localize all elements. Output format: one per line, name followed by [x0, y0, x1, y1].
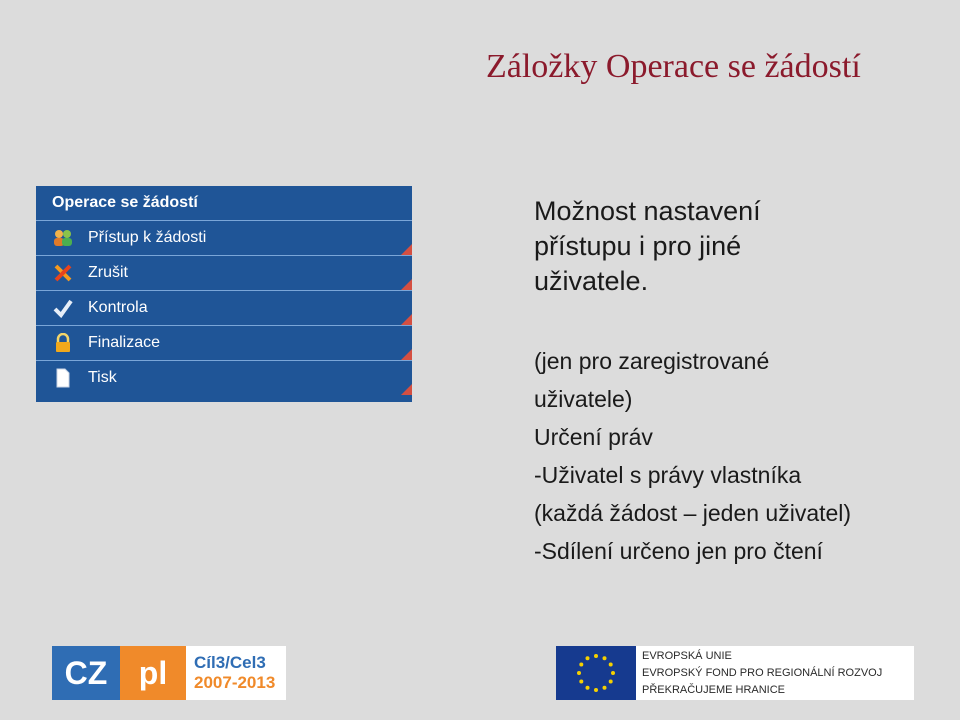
users-icon — [52, 227, 74, 249]
cancel-tools-icon — [52, 262, 74, 284]
main-line: uživatele. — [534, 266, 649, 296]
main-line: přístupu i pro jiné — [534, 231, 742, 261]
note-line: (jen pro zaregistrované — [534, 348, 770, 374]
operations-menu — [36, 186, 412, 402]
corner-marker — [401, 314, 412, 325]
menu-item-cancel[interactable] — [36, 255, 412, 290]
menu-header: Operace se žádostí — [52, 194, 198, 211]
eu-flag-icon — [556, 646, 636, 700]
checkmark-icon — [52, 297, 74, 319]
menu-item-access[interactable] — [36, 220, 412, 255]
padlock-icon — [52, 332, 74, 354]
eu-logo-text — [636, 646, 882, 700]
menu-item-label: Tisk — [88, 369, 117, 386]
logo-czpl-line1: Cíl3/Cel3 — [194, 653, 266, 672]
main-text — [534, 194, 834, 299]
corner-marker — [401, 279, 412, 290]
main-line: Možnost nastavení — [534, 196, 761, 226]
logo-cz-block: CZ — [52, 646, 120, 700]
corner-marker — [401, 384, 412, 395]
note-line: -Sdílení určeno jen pro čtení — [534, 538, 823, 564]
note-line: uživatele) — [534, 386, 633, 412]
eu-line1: EVROPSKÁ UNIE — [642, 649, 732, 662]
menu-item-finalize[interactable] — [36, 325, 412, 360]
note-line: -Uživatel s právy vlastníka — [534, 462, 802, 488]
menu-item-label: Přístup k žádosti — [88, 229, 207, 246]
eu-logo — [556, 646, 914, 700]
menu-item-label: Finalizace — [88, 334, 161, 351]
corner-marker — [401, 349, 412, 360]
document-icon — [52, 367, 74, 389]
menu-item-label: Kontrola — [88, 299, 148, 316]
slide-title: Záložky Operace se žádostí — [486, 48, 861, 85]
logo-pl-block: pl — [120, 646, 186, 700]
notes-text — [534, 342, 954, 570]
menu-item-print[interactable] — [36, 360, 412, 395]
menu-item-label: Zrušit — [88, 264, 128, 281]
note-line: (každá žádost – jeden uživatel) — [534, 500, 852, 526]
menu-item-check[interactable] — [36, 290, 412, 325]
logo-czpl-text — [186, 646, 286, 700]
eu-line2: EVROPSKÝ FOND PRO REGIONÁLNÍ ROZVOJ — [642, 666, 883, 679]
czpl-logo — [52, 646, 286, 700]
note-line: Určení práv — [534, 424, 653, 450]
logo-czpl-line2: 2007-2013 — [194, 673, 276, 692]
eu-line3: PŘEKRAČUJEME HRANICE — [642, 683, 786, 696]
corner-marker — [401, 244, 412, 255]
